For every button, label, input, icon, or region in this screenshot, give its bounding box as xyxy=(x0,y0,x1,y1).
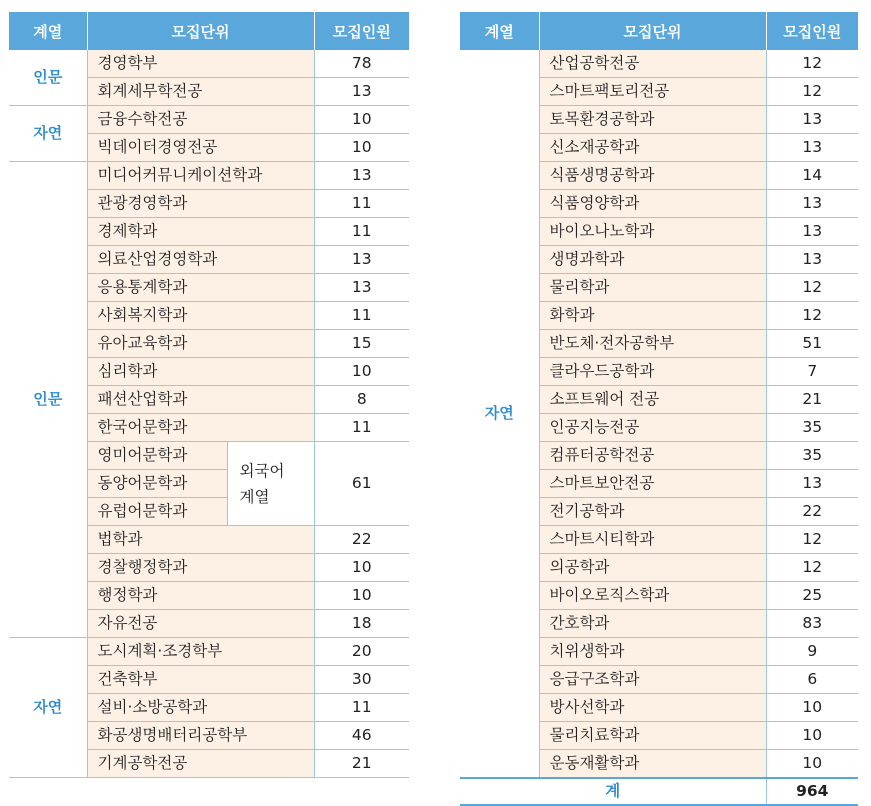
count-cell: 11 xyxy=(314,414,409,442)
header-category: 계열 xyxy=(460,12,539,50)
unit-cell: 경영학부 xyxy=(87,50,314,78)
total-label: 계 xyxy=(460,778,766,805)
count-cell: 6 xyxy=(766,666,858,694)
count-cell: 21 xyxy=(766,386,858,414)
unit-cell: 자유전공 xyxy=(87,610,314,638)
group-label-line: 외국어 xyxy=(239,461,285,480)
header-count: 모집인원 xyxy=(314,12,409,50)
unit-cell: 클라우드공학과 xyxy=(539,358,766,386)
unit-cell: 컴퓨터공학전공 xyxy=(539,442,766,470)
count-cell: 7 xyxy=(766,358,858,386)
count-cell: 12 xyxy=(766,78,858,106)
count-cell: 10 xyxy=(766,722,858,750)
count-cell: 14 xyxy=(766,162,858,190)
unit-cell: 건축학부 xyxy=(87,666,314,694)
foreign-language-group-cell xyxy=(227,442,314,526)
unit-cell: 인공지능전공 xyxy=(539,414,766,442)
unit-cell: 생명과학과 xyxy=(539,246,766,274)
unit-cell: 응급구조학과 xyxy=(539,666,766,694)
count-cell: 12 xyxy=(766,302,858,330)
table-row xyxy=(9,106,409,134)
unit-cell: 반도체·전자공학부 xyxy=(539,330,766,358)
category-cell: 자연 xyxy=(460,50,539,778)
unit-cell: 금융수학전공 xyxy=(87,106,314,134)
count-cell: 9 xyxy=(766,638,858,666)
table-row xyxy=(460,50,858,78)
count-cell: 10 xyxy=(314,582,409,610)
unit-cell: 의료산업경영학과 xyxy=(87,246,314,274)
count-cell: 22 xyxy=(766,498,858,526)
count-cell: 10 xyxy=(314,358,409,386)
count-cell: 11 xyxy=(314,218,409,246)
table-row xyxy=(9,50,409,78)
count-cell: 30 xyxy=(314,666,409,694)
count-cell: 15 xyxy=(314,330,409,358)
count-cell: 11 xyxy=(314,190,409,218)
count-cell: 12 xyxy=(766,50,858,78)
unit-cell: 화학과 xyxy=(539,302,766,330)
count-cell: 13 xyxy=(766,134,858,162)
admissions-table-right xyxy=(460,12,858,806)
count-cell: 10 xyxy=(766,750,858,779)
count-cell: 35 xyxy=(766,414,858,442)
header-row xyxy=(9,12,409,50)
unit-cell: 물리치료학과 xyxy=(539,722,766,750)
unit-cell: 운동재활학과 xyxy=(539,750,766,779)
unit-cell: 소프트웨어 전공 xyxy=(539,386,766,414)
count-cell: 12 xyxy=(766,274,858,302)
count-cell: 13 xyxy=(314,78,409,106)
unit-cell: 한국어문학과 xyxy=(87,414,314,442)
category-cell: 자연 xyxy=(9,106,87,162)
unit-cell: 패션산업학과 xyxy=(87,386,314,414)
category-cell: 인문 xyxy=(9,162,87,638)
unit-cell: 유아교육학과 xyxy=(87,330,314,358)
unit-cell: 기계공학전공 xyxy=(87,750,314,778)
unit-cell: 영미어문학과 xyxy=(87,442,227,470)
unit-cell: 심리학과 xyxy=(87,358,314,386)
total-row xyxy=(460,778,858,805)
unit-cell: 스마트보안전공 xyxy=(539,470,766,498)
unit-cell: 설비·소방공학과 xyxy=(87,694,314,722)
unit-cell: 스마트팩토리전공 xyxy=(539,78,766,106)
admissions-table-left xyxy=(9,12,409,778)
unit-cell: 치위생학과 xyxy=(539,638,766,666)
group-label-line: 계열 xyxy=(239,487,270,506)
unit-cell: 응용통계학과 xyxy=(87,274,314,302)
count-cell: 13 xyxy=(314,162,409,190)
category-cell: 자연 xyxy=(9,638,87,778)
unit-cell: 행정학과 xyxy=(87,582,314,610)
count-cell: 78 xyxy=(314,50,409,78)
table-row xyxy=(9,162,409,190)
header-unit: 모집단위 xyxy=(539,12,766,50)
unit-cell: 경찰행정학과 xyxy=(87,554,314,582)
header-row xyxy=(460,12,858,50)
header-unit: 모집단위 xyxy=(87,12,314,50)
count-cell: 25 xyxy=(766,582,858,610)
count-cell: 10 xyxy=(766,694,858,722)
count-cell: 13 xyxy=(766,246,858,274)
unit-cell: 식품생명공학과 xyxy=(539,162,766,190)
count-cell: 22 xyxy=(314,526,409,554)
table-row xyxy=(9,638,409,666)
count-cell: 8 xyxy=(314,386,409,414)
total-value: 964 xyxy=(766,778,858,805)
unit-cell: 경제학과 xyxy=(87,218,314,246)
unit-cell: 관광경영학과 xyxy=(87,190,314,218)
unit-cell: 화공생명배터리공학부 xyxy=(87,722,314,750)
unit-cell: 유럽어문학과 xyxy=(87,498,227,526)
count-cell: 10 xyxy=(314,106,409,134)
header-category: 계열 xyxy=(9,12,87,50)
unit-cell: 바이오나노학과 xyxy=(539,218,766,246)
count-cell: 46 xyxy=(314,722,409,750)
unit-cell: 토목환경공학과 xyxy=(539,106,766,134)
unit-cell: 식품영양학과 xyxy=(539,190,766,218)
count-cell: 13 xyxy=(314,246,409,274)
unit-cell: 법학과 xyxy=(87,526,314,554)
count-cell: 83 xyxy=(766,610,858,638)
count-cell: 13 xyxy=(766,218,858,246)
count-cell: 13 xyxy=(766,470,858,498)
unit-cell: 도시계획·조경학부 xyxy=(87,638,314,666)
unit-cell: 방사선학과 xyxy=(539,694,766,722)
count-cell: 12 xyxy=(766,526,858,554)
unit-cell: 전기공학과 xyxy=(539,498,766,526)
unit-cell: 바이오로직스학과 xyxy=(539,582,766,610)
count-cell: 10 xyxy=(314,554,409,582)
unit-cell: 간호학과 xyxy=(539,610,766,638)
count-cell: 10 xyxy=(314,134,409,162)
count-cell: 51 xyxy=(766,330,858,358)
count-cell: 13 xyxy=(314,274,409,302)
header-count: 모집인원 xyxy=(766,12,858,50)
unit-cell: 사회복지학과 xyxy=(87,302,314,330)
count-cell: 12 xyxy=(766,554,858,582)
count-cell: 13 xyxy=(766,190,858,218)
count-cell: 13 xyxy=(766,106,858,134)
unit-cell: 의공학과 xyxy=(539,554,766,582)
count-cell: 21 xyxy=(314,750,409,778)
count-cell: 35 xyxy=(766,442,858,470)
count-cell: 18 xyxy=(314,610,409,638)
unit-cell: 물리학과 xyxy=(539,274,766,302)
unit-cell: 신소재공학과 xyxy=(539,134,766,162)
unit-cell: 미디어커뮤니케이션학과 xyxy=(87,162,314,190)
count-cell: 61 xyxy=(314,442,409,526)
unit-cell: 스마트시티학과 xyxy=(539,526,766,554)
category-cell: 인문 xyxy=(9,50,87,106)
unit-cell: 빅데이터경영전공 xyxy=(87,134,314,162)
count-cell: 20 xyxy=(314,638,409,666)
unit-cell: 동양어문학과 xyxy=(87,470,227,498)
count-cell: 11 xyxy=(314,694,409,722)
unit-cell: 회계세무학전공 xyxy=(87,78,314,106)
count-cell: 11 xyxy=(314,302,409,330)
unit-cell: 산업공학전공 xyxy=(539,50,766,78)
